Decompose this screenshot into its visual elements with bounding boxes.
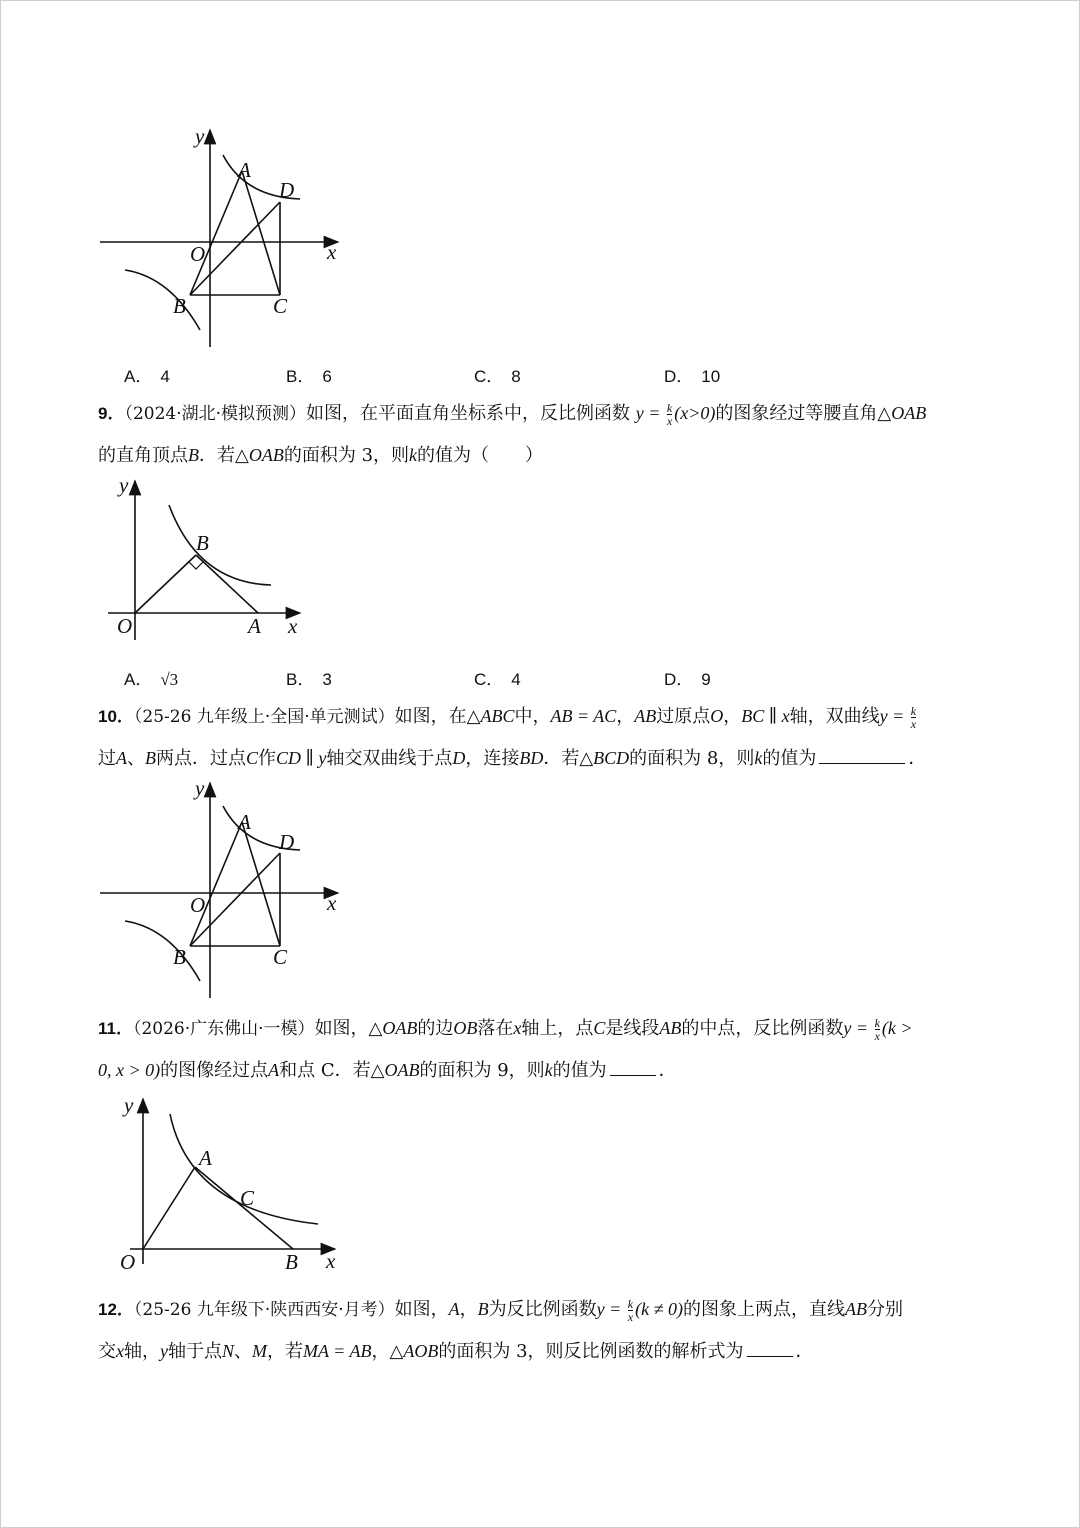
label-o: O [190,242,206,266]
label-d: D [279,178,295,202]
segment-ac [242,171,280,295]
q9-option-d[interactable]: D． 9 [664,670,711,689]
question-12 [98,1288,988,1372]
q10-line-1: 10．（25-26 九年级上·全国·单元测试）如图，在△ABC中，AB = AC，AB过原点O，BC ∥ x轴，双曲线y = $\frac{k}{x}$ [98,703,917,731]
label-o: O [117,614,133,638]
label-y: y [195,125,205,148]
hyperbola [169,505,271,585]
q11-graph [110,1092,345,1277]
q9-figure [103,475,308,645]
q9-line-2: 的直角顶点B．若△OAB的面积为 3，则k的值为（ ） [98,445,544,466]
question-11 [98,1007,988,1091]
segment-ab [190,822,242,946]
label-c: C [273,294,288,318]
segment-ba [196,555,258,613]
label-b: B [173,294,186,318]
segment-ac [242,822,280,946]
label-x: x [327,891,337,915]
label-a: A [238,810,251,834]
q9-graph [103,475,308,645]
q8-option-c[interactable]: C． 8 [474,367,521,386]
label-a: A [238,158,251,182]
question-number: 9． [98,404,125,423]
answer-blank[interactable] [819,741,905,764]
fraction-k-over-x: $\frac{k}{x}$ [627,1296,634,1324]
hyperbola-branch-2 [125,270,200,330]
q8-graph [95,125,345,350]
q10-line-2: 过A、B两点．过点C作CD ∥ y轴交双曲线于点D，连接BD．若△BCD的面积为 8，则k的值为 ． [98,737,988,779]
question-10 [98,695,988,779]
q12-line-2: 交x轴，y轴于点N、M，若MA = AB，△AOB的面积为 3，则反比例函数的解析式为 ． [98,1330,988,1372]
label-d: D [279,830,295,854]
label-b: B [285,1250,298,1274]
label-x: x [326,1249,336,1273]
label-b: B [173,945,186,969]
q10-graph [95,778,345,1000]
answer-blank[interactable] [610,1053,656,1076]
q11-line-2: 0, x > 0)的图像经过点A和点 C．若△OAB的面积为 9，则k的值为 ． [98,1049,988,1091]
q10-figure [95,778,345,1000]
hyperbola-branch-2 [125,921,200,981]
q11-figure [110,1092,345,1277]
fraction-k-over-x: $\frac{k}{x}$ [910,703,917,731]
label-a: A [199,1146,212,1170]
fraction-k-over-x: $\frac{k}{x}$ [666,400,673,428]
q8-option-b[interactable]: B． 6 [286,367,332,386]
q8-option-d[interactable]: D． 10 [664,367,721,386]
label-c: C [240,1186,255,1210]
label-y: y [124,1093,134,1117]
q9-option-c[interactable]: C． 4 [474,670,521,689]
q9-line-1: 9．（2024·湖北·模拟预测）如图，在平面直角坐标系中，反比例函数 y = $\frac{k}{x}$ (x>0)的图象经过等腰直角△OAB [98,400,927,428]
q8-options [124,362,824,390]
q12-line-1: 12．（25-26 九年级下·陕西西安·月考）如图，A，B为反比例函数y = $\frac{k}{x}$ (k ≠ 0)的图象上两点，直线AB分别 [98,1296,903,1324]
label-y: y [195,778,205,800]
q8-figure [95,125,345,350]
q9-option-a[interactable]: A． √3 [124,670,179,689]
q9-option-b[interactable]: B． 3 [286,670,332,689]
label-o: O [120,1250,136,1274]
label-b: B [196,531,209,555]
fraction-k-over-x: $\frac{k}{x}$ [874,1015,880,1043]
answer-blank[interactable] [747,1334,793,1357]
label-a: A [248,614,261,638]
question-source: （2024·湖北·模拟预测） [124,404,307,424]
segment-ab [190,171,242,295]
segment-oa [143,1167,195,1249]
label-x: x [288,614,298,638]
right-angle-mark [189,562,203,569]
label-y: y [119,475,129,497]
q8-option-a[interactable]: A． 4 [124,367,170,386]
label-x: x [327,240,337,264]
q11-line-1: 11．（2026·广东佛山·一模）如图，△OAB的边OB落在x轴上，点C是线段AB的中点，反比例函数y = $\frac{k}{x}$ (k > [98,1015,913,1043]
segment-ob [135,555,196,613]
label-o: O [190,893,206,917]
q9-options [124,665,824,693]
question-9 [98,392,988,476]
label-c: C [273,945,288,969]
